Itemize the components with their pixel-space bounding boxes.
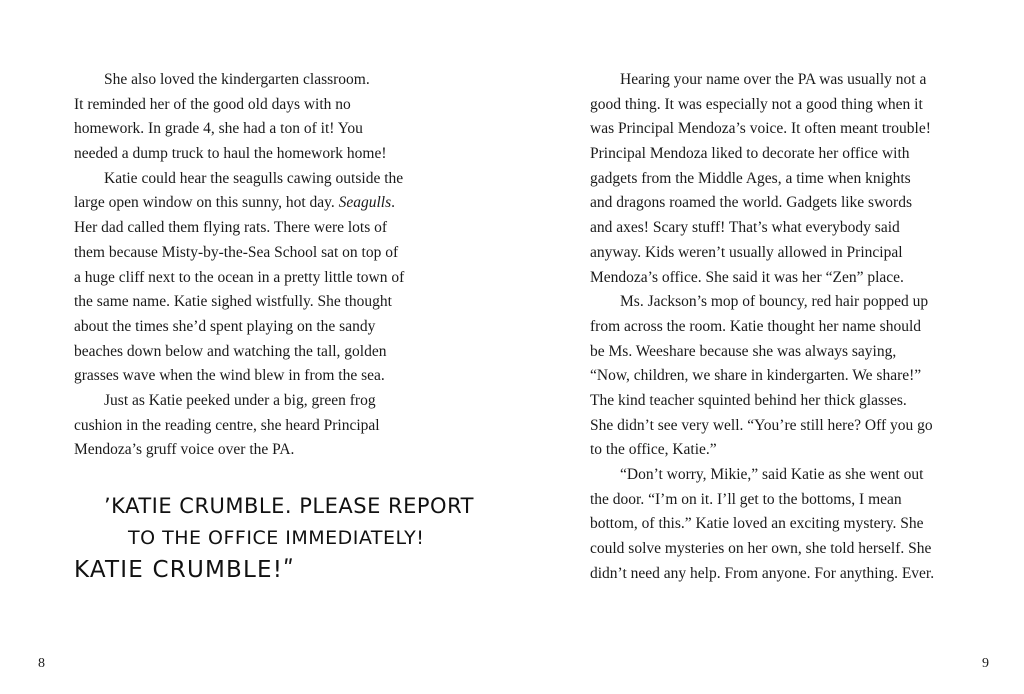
text-line: beaches down below and watching the tall, golden (74, 342, 387, 360)
text-line: bottom, of this.” Katie loved an exciting mystery. She (590, 515, 924, 533)
text-line: and axes! Scary stuff! That’s what everybody said (590, 219, 900, 237)
text-line: “Now, children, we share in kindergarten. We share!” (590, 367, 922, 385)
text-line: Mendoza’s gruff voice over the PA. (74, 441, 295, 459)
text-line: “Don’t worry, Mikie,” said Katie as she went out (620, 466, 924, 483)
text-line: the same name. Katie sighed wistfully. She thought (74, 293, 392, 311)
text-line: Mendoza’s office. She said it was her “Zen” place. (590, 268, 904, 286)
text-line: a huge cliff next to the ocean in a pretty little town of (74, 268, 405, 286)
callout-line: ʼKATIE CRUMBLE. PLEASE REPORT (104, 494, 474, 518)
callout-line: KATIE CRUMBLE!ʺ (74, 557, 295, 583)
text-line: Ms. Jackson’s mop of bouncy, red hair popped up (620, 293, 929, 311)
text-line: anyway. Kids weren’t usually allowed in Principal (590, 243, 903, 261)
italic-word: Seagulls (338, 194, 392, 212)
text-line: good thing. It was especially not a good thing when it (590, 95, 923, 113)
text-line-with-italic (74, 191, 444, 216)
text-line: Katie could hear the seagulls cawing outside the (104, 169, 404, 187)
right-page-body (590, 68, 970, 586)
text-line: Her dad called them flying rats. There were lots of (74, 219, 388, 237)
text-line: She also loved the kindergarten classroom. (104, 71, 370, 88)
text-line: to the office, Katie.” (590, 441, 717, 459)
text-line: gadgets from the Middle Ages, a time when knights (590, 169, 911, 187)
text-line: was Principal Mendoza’s voice. It often meant trouble! (590, 120, 931, 138)
text-line: didn’t need any help. From anyone. For anything. Ever. (590, 564, 935, 582)
text-line: could solve mysteries on her own, she told herself. She (590, 540, 932, 558)
text-line: grasses wave when the wind blew in from the sea. (74, 367, 385, 385)
text-line: the door. “I’m on it. I’ll get to the bottoms, I mean (590, 490, 902, 508)
pa-announcement-callout (74, 490, 474, 586)
page-number-right: 9 (982, 656, 989, 671)
text-line: from across the room. Katie thought her name should (590, 317, 922, 335)
text-line: Just as Katie peeked under a big, green frog (104, 391, 376, 409)
text-line: Principal Mendoza liked to decorate her office with (590, 145, 910, 163)
text-line: about the times she’d spent playing on the sandy (74, 317, 376, 335)
page-number-left: 8 (38, 656, 45, 671)
right-page (512, 0, 1024, 694)
text-line: them because Misty-by-the-Sea School sat on top of (74, 243, 399, 261)
text-line: and dragons roamed the world. Gadgets like swords (590, 194, 912, 212)
text-line: needed a dump truck to haul the homework home! (74, 145, 387, 163)
text-line: It reminded her of the good old days with no (74, 95, 351, 113)
left-page-body (74, 68, 444, 463)
callout-line: TO THE OFFICE IMMEDIATELY! (128, 527, 425, 549)
text-line: Hearing your name over the PA was usually not a (620, 71, 927, 88)
text-segment: large open window on this sunny, hot day. (74, 194, 339, 212)
text-line: She didn’t see very well. “You’re still here? Off you go (590, 416, 933, 434)
text-line: cushion in the reading centre, she heard Principal (74, 416, 380, 434)
text-line: The kind teacher squinted behind her thick glasses. (590, 391, 907, 409)
text-line: be Ms. Weeshare because she was always saying, (590, 342, 897, 360)
text-segment: . (391, 194, 396, 212)
text-line: homework. In grade 4, she had a ton of it! You (74, 120, 363, 138)
